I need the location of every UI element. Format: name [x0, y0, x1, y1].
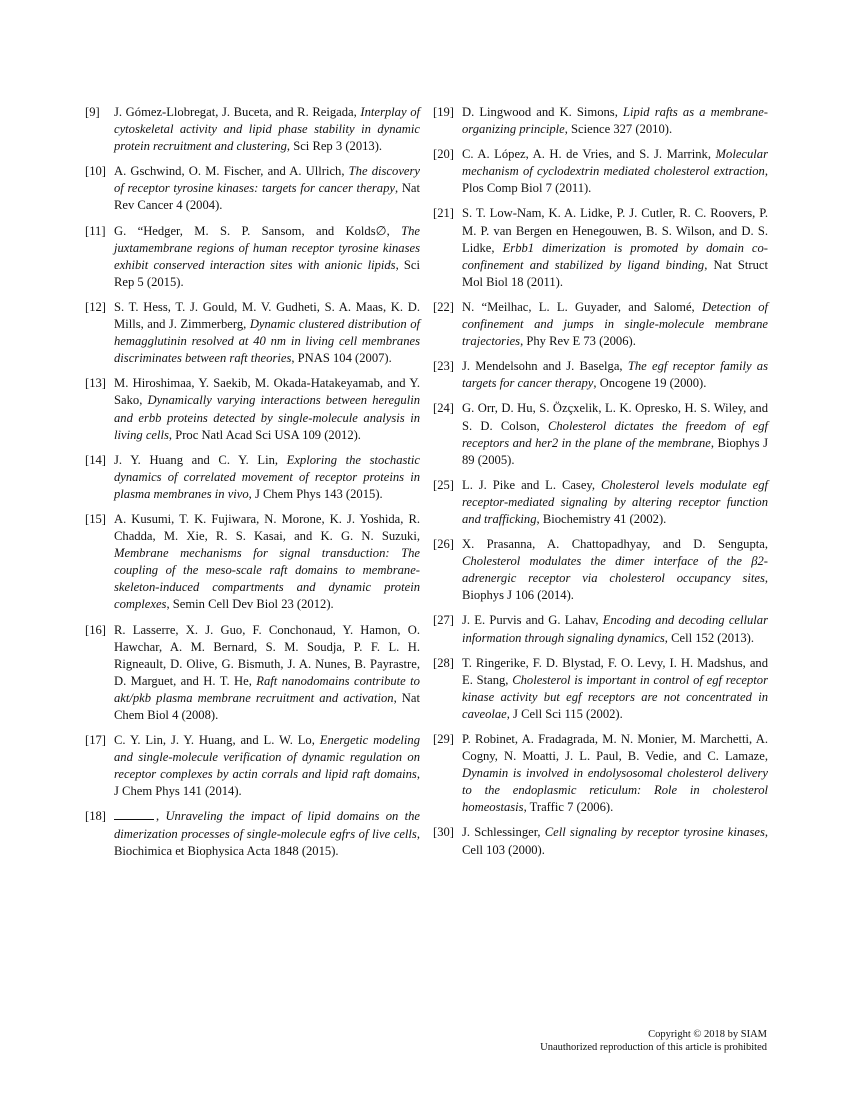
reference-title: Encoding and decoding cellular information through signaling dynamics: [462, 613, 768, 645]
reference-authors: G. Orr, D. Hu, S. Özçxelik, L. K. Opresko, H. S. Wiley, and S. D. Colson,: [462, 401, 768, 433]
reference-venue: , Biophys J 89 (2005).: [462, 435, 768, 467]
reference-authors: R. Lasserre, X. J. Guo, F. Conchonaud, Y. Hamon, O. Hawchar, A. M. Bernard, S. M. Soudja, P. F. L. H. Rigneault, D. Olive, G. Bismuth, J. A. Nunes, B. Payrastre, D. Marguet, and H. T. He,: [114, 622, 420, 688]
page-footer: [540, 1028, 767, 1054]
reference-entry: [433, 104, 768, 138]
reference-venue: , Cell 103 (2000).: [462, 825, 769, 857]
reference-entry: [85, 299, 421, 367]
reference-entry: [85, 104, 420, 155]
reference-authors: ,: [156, 809, 160, 824]
reference-venue: , Sci Rep 3 (2013).: [286, 139, 383, 154]
reference-number: [26]: [433, 537, 454, 552]
reference-venue: , Plos Comp Biol 7 (2011).: [462, 164, 768, 196]
reference-entry: [85, 511, 420, 614]
reference-entry: [433, 205, 769, 290]
reference-entry: [85, 223, 421, 291]
reference-number: [30]: [433, 825, 454, 840]
reference-venue: , Cell 152 (2013).: [664, 630, 754, 645]
reference-number: [16]: [85, 622, 106, 637]
reference-authors: S. T. Hess, T. J. Gould, M. V. Gudheti, S. A. Maas, K. D. Mills, and J. Zimmerberg,: [114, 299, 420, 332]
reference-title: Interplay of cytoskeletal activity and lipid phase stability in dynamic protein recruitment and clustering: [114, 105, 420, 154]
reference-venue: , Nat Struct Mol Biol 18 (2011).: [462, 257, 768, 289]
reference-number: [29]: [433, 732, 454, 746]
reference-entry: [433, 536, 768, 604]
reference-entry: [433, 731, 768, 816]
reference-title: Cholesterol levels modulate egf receptor-mediated signaling by altering receptor function and trafficking: [462, 477, 769, 526]
reference-venue: , Nat Chem Biol 4 (2008).: [114, 690, 420, 722]
reference-venue: , Biochimica et Biophysica Acta 1848 (2015).: [114, 826, 420, 858]
reference-entry: [85, 732, 420, 800]
reference-title: Detection of confinement and jumps in single-molecule membrane trajectories: [462, 299, 768, 349]
reference-title: The egf receptor family as targets for cancer therapy: [462, 359, 769, 391]
reference-venue: , Semin Cell Dev Biol 23 (2012).: [166, 597, 334, 612]
reference-authors: S. T. Low-Nam, K. A. Lidke, P. J. Cutler, R. C. Roovers, P. M. P. van Bergen en Henegouwen, B. S. Wilson, and D. S. Lidke,: [462, 206, 768, 255]
reference-number: [18]: [85, 809, 106, 824]
reference-title: Erbb1 dimerization is promoted by domain co-confinement and stabilized by ligand binding: [462, 240, 769, 272]
reference-number: [27]: [433, 613, 454, 628]
reference-entry: [433, 655, 768, 723]
reference-entry: [433, 146, 768, 197]
reference-number: [20]: [433, 147, 454, 162]
reference-title: The juxtamembrane regions of human receptor tyrosine kinases exhibit conserved interaction sites with anionic lipids: [114, 223, 420, 272]
reference-number: [12]: [85, 299, 106, 314]
reference-authors: C. Y. Lin, J. Y. Huang, and L. W. Lo,: [114, 733, 315, 748]
reference-venue: , J Chem Phys 143 (2015).: [248, 486, 383, 501]
reference-entry: [433, 358, 769, 392]
reference-authors: N. “Meilhac, L. L. Guyader, and Salomé,: [462, 299, 695, 314]
reference-authors: J. Gómez-Llobregat, J. Buceta, and R. Reigada,: [114, 105, 357, 119]
reference-title: Dynamic clustered distribution of hemagglutinin resolved at 40 nm in living cell membranes discriminates between raft theories: [114, 317, 421, 366]
reference-authors: C. A. López, A. H. de Vries, and S. J. Marrink,: [462, 147, 711, 162]
reference-number: [24]: [433, 401, 454, 416]
reference-title: Cholesterol modulates the dimer interface of the β2-adrenergic receptor via cholesterol occupancy sites: [462, 554, 768, 586]
reference-entry: [85, 163, 420, 214]
reference-venue: , PNAS 104 (2007).: [291, 351, 392, 366]
reference-entry: [85, 622, 420, 725]
reference-number: [23]: [433, 359, 454, 374]
repeated-author-dash: [114, 808, 154, 820]
reference-title: Energetic modeling and single-molecule verification of dynamic regulation on receptor complexes by actin corrals and lipid raft domains: [114, 733, 420, 782]
reference-entry: [433, 477, 769, 528]
reference-venue: , Biochemistry 41 (2002).: [536, 511, 667, 526]
reference-number: [28]: [433, 655, 454, 670]
references-right-column: [433, 104, 769, 867]
reference-title: Cell signaling by receptor tyrosine kinases: [544, 825, 765, 840]
reference-number: [19]: [433, 105, 454, 119]
reference-authors: J. Y. Huang and C. Y. Lin,: [114, 452, 279, 467]
reference-authors: D. Lingwood and K. Simons,: [462, 105, 618, 119]
reference-number: [17]: [85, 733, 106, 748]
reference-number: [10]: [85, 164, 106, 179]
reference-number: [11]: [85, 223, 106, 238]
reference-title: Lipid rafts as a membrane-organizing principle: [462, 105, 768, 137]
reference-authors: J. Schlessinger,: [462, 825, 541, 840]
reference-venue: , Phy Rev E 73 (2006).: [520, 334, 636, 349]
reference-venue: , Traffic 7 (2006).: [523, 800, 614, 815]
reproduction-notice: Unauthorized reproduction of this article is prohibited: [540, 1042, 767, 1053]
reference-authors: G. “Hedger, M. S. P. Sansom, and Kolds∅,: [114, 223, 390, 238]
reference-number: [21]: [433, 206, 454, 221]
reference-title: Dynamically varying interactions between heregulin and erbb proteins detected by single-molecule analysis in living cells: [114, 393, 420, 442]
reference-title: Raft nanodomains contribute to akt/pkb plasma membrane recruitment and activation: [114, 673, 420, 705]
reference-title: Molecular mechanism of cyclodextrin mediated cholesterol extraction: [462, 147, 768, 179]
reference-entry: [85, 375, 420, 443]
reference-authors: P. Robinet, A. Fradagrada, M. N. Monier, M. Marchetti, A. Cogny, N. Moatti, J. L. Paul, B. Vedie, and C. Lamaze,: [462, 732, 768, 764]
reference-entry: [433, 299, 768, 350]
copyright-notice: Copyright © 2018 by SIAM: [648, 1029, 767, 1040]
reference-number: [9]: [85, 105, 100, 119]
reference-authors: L. J. Pike and L. Casey,: [462, 477, 596, 492]
reference-venue: , Science 327 (2010).: [564, 122, 673, 137]
reference-number: [13]: [85, 376, 106, 391]
reference-venue: , Sci Rep 5 (2015).: [114, 257, 421, 289]
reference-number: [14]: [85, 452, 106, 467]
reference-venue: , J Chem Phys 141 (2014).: [114, 767, 420, 799]
reference-number: [22]: [433, 299, 454, 314]
reference-authors: J. Mendelsohn and J. Baselga,: [462, 359, 623, 374]
reference-authors: A. Gschwind, O. M. Fischer, and A. Ullrich,: [114, 164, 345, 179]
reference-title: Exploring the stochastic dynamics of correlated movement of receptor proteins in plasma membranes in vivo: [114, 452, 421, 501]
reference-entry: [433, 400, 768, 468]
reference-entry: [433, 824, 769, 858]
reference-venue: , Oncogene 19 (2000).: [593, 376, 707, 391]
reference-number: [25]: [433, 477, 454, 492]
reference-title: Cholesterol dictates the freedom of egf receptors and her2 in the plane of the membrane: [462, 418, 768, 450]
reference-entry: [85, 808, 421, 859]
reference-venue: , Nat Rev Cancer 4 (2004).: [114, 181, 420, 213]
reference-title: Membrane mechanisms for signal transduction: The coupling of the meso-scale raft domains to membrane-skeleton-induced compartments and dynamic protein complexes: [114, 546, 420, 612]
reference-number: [15]: [85, 511, 106, 526]
reference-entry: [85, 452, 421, 503]
reference-venue: , Proc Natl Acad Sci USA 109 (2012).: [168, 427, 361, 442]
reference-title: Unraveling the impact of lipid domains on the dimerization processes of single-molecule egfrs of live cells: [114, 809, 421, 841]
reference-title: The discovery of receptor tyrosine kinases: targets for cancer therapy: [114, 164, 420, 196]
reference-authors: M. Hiroshimaa, Y. Saekib, M. Okada-Hatakeyamab, and Y. Sako,: [114, 376, 420, 408]
references-left-column: [85, 104, 421, 868]
reference-entry: [433, 612, 768, 646]
reference-authors: T. Ringerike, F. D. Blystad, F. O. Levy, I. H. Madshus, and E. Stang,: [462, 655, 768, 687]
reference-venue: , Biophys J 106 (2014).: [462, 571, 768, 603]
reference-authors: X. Prasanna, A. Chattopadhyay, and D. Sengupta,: [462, 537, 768, 552]
reference-authors: A. Kusumi, T. K. Fujiwara, N. Morone, K. J. Yoshida, R. Chadda, M. Xie, R. S. Kasai, and K. G. N. Suzuki,: [114, 511, 420, 544]
reference-title: Dynamin is involved in endolysosomal cholesterol delivery to the endoplasmic reticulum: Role in cholesterol homeostasis: [462, 766, 768, 815]
reference-venue: , J Cell Sci 115 (2002).: [506, 706, 623, 721]
reference-title: Cholesterol is important in control of egf receptor kinase activity but egf receptors are not concentrated in caveolae: [462, 672, 768, 721]
reference-authors: J. E. Purvis and G. Lahav,: [462, 613, 599, 628]
